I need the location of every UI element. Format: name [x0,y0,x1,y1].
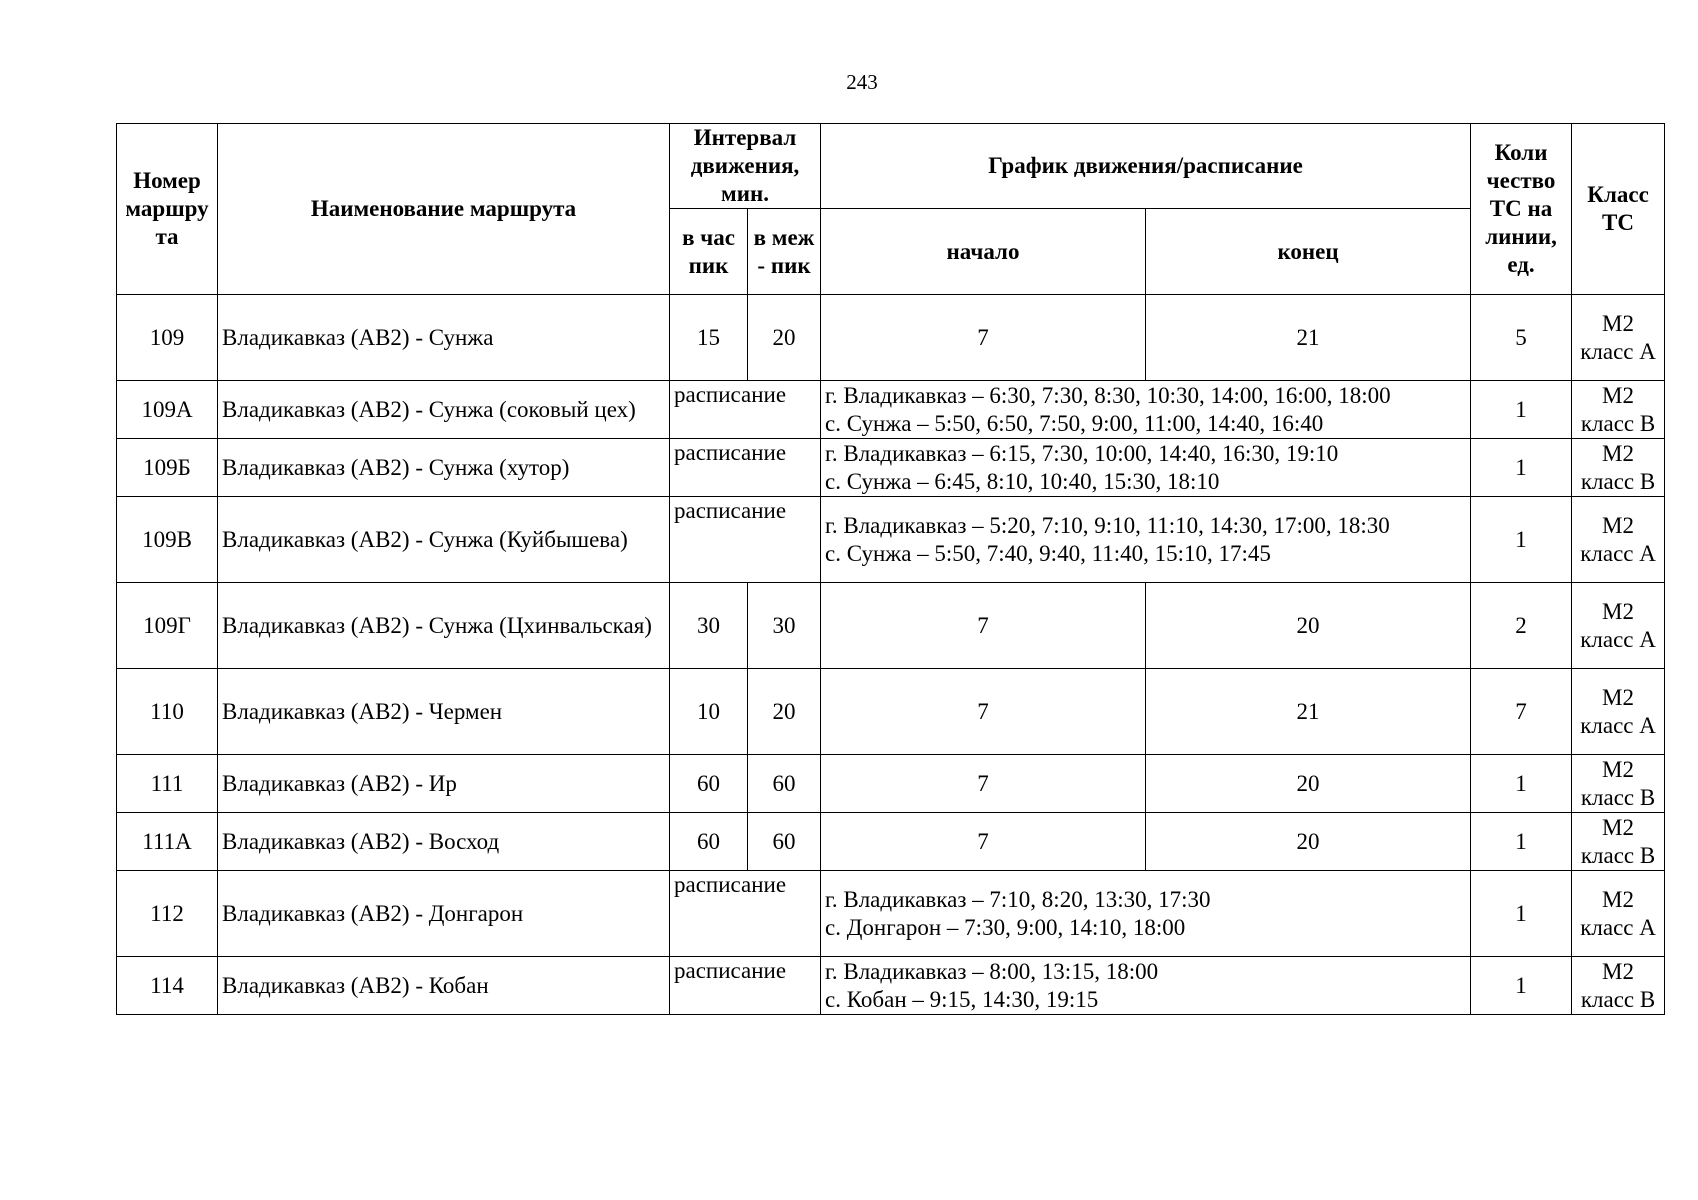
vehicle-class-cell: М2 класс В [1572,755,1665,813]
vehicle-count-cell: 1 [1471,871,1572,957]
timetable-cell: г. Владикавказ – 6:15, 7:30, 10:00, 14:40, 16:30, 19:10 с. Сунжа – 6:45, 8:10, 10:40, 15:30, 18:10 [821,439,1471,497]
schedule-label-cell: расписание [670,439,821,497]
schedule-end-cell: 20 [1146,755,1471,813]
schedule-start-cell: 7 [821,755,1146,813]
interval-peak-cell: 10 [670,669,748,755]
routes-table-body [117,295,1665,1015]
interval-offpeak-cell: 60 [748,813,821,871]
schedule-start-cell: 7 [821,295,1146,381]
interval-peak-cell: 15 [670,295,748,381]
vehicle-class-cell: М2 класс В [1572,381,1665,439]
schedule-end-cell: 20 [1146,813,1471,871]
header-start: начало [821,209,1146,295]
vehicle-count-cell: 1 [1471,957,1572,1015]
table-row [117,871,1665,957]
vehicle-count-cell: 7 [1471,669,1572,755]
schedule-end-cell: 21 [1146,295,1471,381]
table-row [117,957,1665,1015]
table-row [117,755,1665,813]
interval-offpeak-cell: 20 [748,295,821,381]
vehicle-class-cell: М2 класс А [1572,669,1665,755]
schedule-end-cell: 20 [1146,583,1471,669]
route-name-cell: Владикавказ (АВ2) - Восход [218,813,670,871]
schedule-label-cell: расписание [670,871,821,957]
interval-offpeak-cell: 20 [748,669,821,755]
schedule-start-cell: 7 [821,583,1146,669]
interval-peak-cell: 30 [670,583,748,669]
header-interval-offpeak: в меж - пик [748,209,821,295]
schedule-label-cell: расписание [670,497,821,583]
table-row [117,813,1665,871]
route-number-cell: 109Г [117,583,218,669]
route-number-cell: 112 [117,871,218,957]
header-end: конец [1146,209,1471,295]
vehicle-class-cell: М2 класс А [1572,871,1665,957]
table-row [117,439,1665,497]
interval-peak-cell: 60 [670,755,748,813]
schedule-start-cell: 7 [821,669,1146,755]
table-row [117,497,1665,583]
route-number-cell: 109А [117,381,218,439]
schedule-label-cell: расписание [670,381,821,439]
timetable-cell: г. Владикавказ – 8:00, 13:15, 18:00 с. Кобан – 9:15, 14:30, 19:15 [821,957,1471,1015]
route-number-cell: 110 [117,669,218,755]
vehicle-class-cell: М2 класс В [1572,813,1665,871]
route-name-cell: Владикавказ (АВ2) - Чермен [218,669,670,755]
table-row [117,583,1665,669]
route-number-cell: 114 [117,957,218,1015]
vehicle-class-cell: М2 класс А [1572,583,1665,669]
vehicle-count-cell: 1 [1471,813,1572,871]
header-interval: Интервал движения, мин. [670,124,821,209]
timetable-cell: г. Владикавказ – 7:10, 8:20, 13:30, 17:30 с. Донгарон – 7:30, 9:00, 14:10, 18:00 [821,871,1471,957]
schedule-label-cell: расписание [670,957,821,1015]
table-row [117,669,1665,755]
vehicle-class-cell: М2 класс В [1572,957,1665,1015]
interval-offpeak-cell: 60 [748,755,821,813]
vehicle-count-cell: 5 [1471,295,1572,381]
header-route-number: Номер маршру та [117,124,218,295]
route-number-cell: 111А [117,813,218,871]
page-number: 243 [846,70,878,94]
header-vehicle-count: Коли чество ТС на линии, ед. [1471,124,1572,295]
route-name-cell: Владикавказ (АВ2) - Сунжа (соковый цех) [218,381,670,439]
routes-table [116,123,1665,1015]
table-row [117,295,1665,381]
route-number-cell: 109В [117,497,218,583]
route-name-cell: Владикавказ (АВ2) - Сунжа [218,295,670,381]
route-name-cell: Владикавказ (АВ2) - Ир [218,755,670,813]
header-vehicle-class: Класс ТС [1572,124,1665,295]
route-number-cell: 111 [117,755,218,813]
table-row [117,381,1665,439]
route-number-cell: 109Б [117,439,218,497]
schedule-start-cell: 7 [821,813,1146,871]
timetable-cell: г. Владикавказ – 6:30, 7:30, 8:30, 10:30, 14:00, 16:00, 18:00 с. Сунжа – 5:50, 6:50, 7:50, 9:00, 11:00, 14:40, 16:40 [821,381,1471,439]
header-schedule: График движения/расписание [821,124,1471,209]
interval-peak-cell: 60 [670,813,748,871]
header-interval-peak: в час пик [670,209,748,295]
header-route-name: Наименование маршрута [218,124,670,295]
route-name-cell: Владикавказ (АВ2) - Сунжа (Цхинвальская) [218,583,670,669]
route-name-cell: Владикавказ (АВ2) - Донгарон [218,871,670,957]
route-name-cell: Владикавказ (АВ2) - Сунжа (хутор) [218,439,670,497]
timetable-cell: г. Владикавказ – 5:20, 7:10, 9:10, 11:10, 14:30, 17:00, 18:30 с. Сунжа – 5:50, 7:40, 9:40, 11:40, 15:10, 17:45 [821,497,1471,583]
route-name-cell: Владикавказ (АВ2) - Сунжа (Куйбышева) [218,497,670,583]
vehicle-count-cell: 1 [1471,381,1572,439]
vehicle-count-cell: 1 [1471,755,1572,813]
route-name-cell: Владикавказ (АВ2) - Кобан [218,957,670,1015]
route-number-cell: 109 [117,295,218,381]
vehicle-class-cell: М2 класс А [1572,497,1665,583]
interval-offpeak-cell: 30 [748,583,821,669]
vehicle-count-cell: 1 [1471,439,1572,497]
vehicle-count-cell: 2 [1471,583,1572,669]
schedule-end-cell: 21 [1146,669,1471,755]
vehicle-class-cell: М2 класс А [1572,295,1665,381]
vehicle-count-cell: 1 [1471,497,1572,583]
vehicle-class-cell: М2 класс В [1572,439,1665,497]
